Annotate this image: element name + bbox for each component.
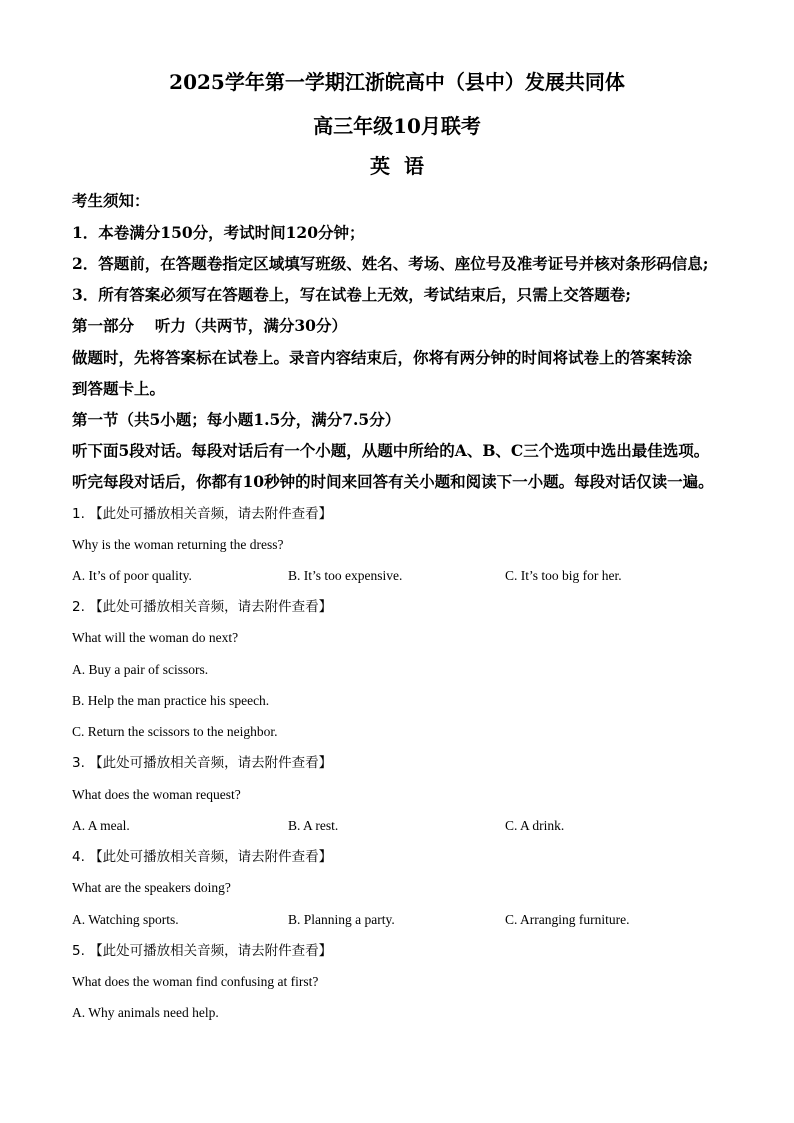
part1-instruction-2: 到答题卡上。 bbox=[72, 379, 166, 398]
q4-option-c: C. Arranging furniture. bbox=[505, 912, 630, 927]
q4-option-a: A. Watching sports. bbox=[72, 912, 179, 927]
question-1: Why is the woman returning the dress? bbox=[72, 537, 284, 552]
exam-title-line-2: 高三年级10月联考 bbox=[313, 114, 481, 138]
q1-option-a: A. It’s of poor quality. bbox=[72, 568, 192, 583]
audio-prompt-5: 5. 【此处可播放相关音频，请去附件查看】 bbox=[72, 943, 333, 959]
part1-instruction-1: 做题时，先将答案标在试卷上。录音内容结束后，你将有两分钟的时间将试卷上的答案转涂 bbox=[72, 348, 693, 367]
notice-item-1: 1．本卷满分150分，考试时间120分钟； bbox=[72, 223, 365, 242]
question-3: What does the woman request? bbox=[72, 787, 241, 802]
notice-item-2: 2．答题前，在答题卷指定区域填写班级、姓名、考场、座位号及准考证号并核对条形码信息; bbox=[72, 254, 709, 273]
q3-option-a: A. A meal. bbox=[72, 818, 130, 833]
audio-prompt-3: 3. 【此处可播放相关音频，请去附件查看】 bbox=[72, 755, 333, 771]
q3-option-c: C. A drink. bbox=[505, 818, 565, 833]
question-4: What are the speakers doing? bbox=[72, 880, 231, 895]
section1-instruction-1: 听下面5段对话。每段对话后有一个小题，从题中所给的A、B、C三个选项中选出最佳选项。 bbox=[72, 441, 710, 460]
notice-item-3: 3．所有答案必须写在答题卷上，写在试卷上无效，考试结束后，只需上交答题卷; bbox=[72, 285, 632, 304]
question-2: What will the woman do next? bbox=[72, 630, 239, 645]
audio-prompt-2: 2. 【此处可播放相关音频，请去附件查看】 bbox=[72, 599, 333, 615]
audio-prompt-4: 4. 【此处可播放相关音频，请去附件查看】 bbox=[72, 849, 333, 865]
part1-title: 第一部分 听力（共两节，满分30分） bbox=[72, 316, 347, 335]
q5-option-a: A. Why animals need help. bbox=[72, 1005, 219, 1020]
q1-option-b: B. It’s too expensive. bbox=[288, 568, 403, 583]
notice-title: 考生须知： bbox=[72, 191, 150, 210]
audio-prompt-1: 1. 【此处可播放相关音频，请去附件查看】 bbox=[72, 506, 333, 522]
q2-option-a: A. Buy a pair of scissors. bbox=[72, 662, 209, 677]
q2-option-c: C. Return the scissors to the neighbor. bbox=[72, 724, 278, 739]
exam-subject: 英语 bbox=[370, 154, 438, 178]
section1-title: 第一节（共5小题；每小题1.5分，满分7.5分） bbox=[72, 410, 401, 429]
q4-option-b: B. Planning a party. bbox=[288, 912, 395, 927]
q2-option-b: B. Help the man practice his speech. bbox=[72, 693, 270, 708]
exam-title-line-1: 2025学年第一学期江浙皖高中（县中）发展共同体 bbox=[169, 70, 625, 94]
q1-option-c: C. It’s too big for her. bbox=[505, 568, 622, 583]
question-5: What does the woman find confusing at first? bbox=[72, 974, 319, 989]
section1-instruction-2: 听完每段对话后，你都有10秒钟的时间来回答有关小题和阅读下一小题。每段对话仅读一遍。 bbox=[72, 472, 714, 491]
q3-option-b: B. A rest. bbox=[288, 818, 339, 833]
